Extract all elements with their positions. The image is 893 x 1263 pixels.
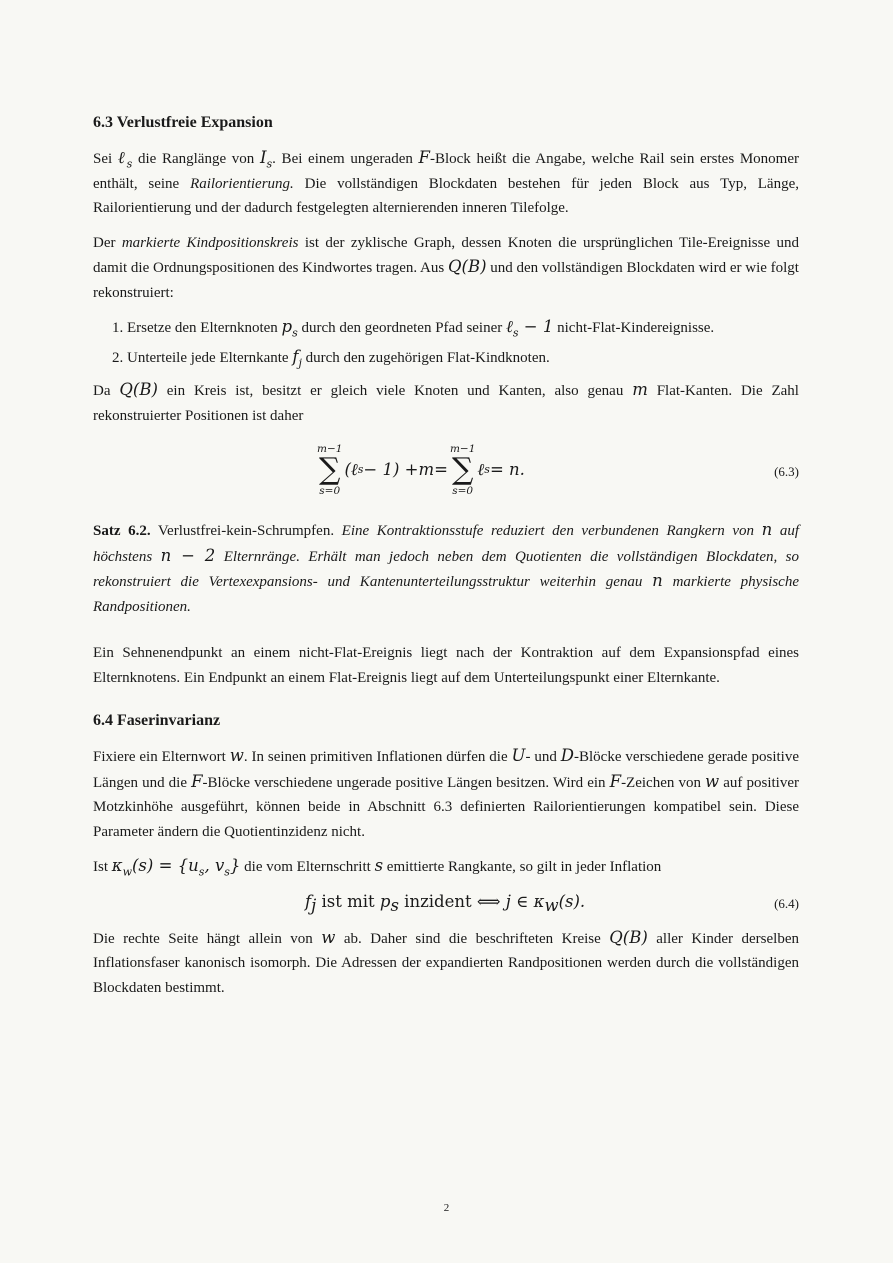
- math-symbol: f: [292, 346, 299, 366]
- math-ls: [117, 148, 133, 171]
- math-w: w: [705, 771, 720, 791]
- sum-lower-limit: s=0: [319, 485, 341, 497]
- math-term: =: [434, 459, 448, 479]
- math-term: (ℓ: [344, 459, 358, 479]
- term-kindpositionskreis: markierte Kindpositionskreis: [121, 234, 299, 251]
- text: Ersetze den Elternknoten: [127, 320, 282, 336]
- page-number: 2: [443, 1202, 450, 1214]
- equation-6-4: [93, 890, 799, 918]
- text: . In seinen primitiven Inflationen dürfen die: [243, 749, 512, 765]
- text: - und: [525, 749, 561, 765]
- math-QB: Q(B): [447, 257, 487, 276]
- text: -Block heißt die Angabe, welche Rail sein erstes Monomer enthält, seine: [93, 151, 799, 192]
- math-symbol: p: [281, 317, 293, 336]
- text: ist der zyklische Graph, dessen Knoten die ursprünglichen Tile-Ereignisse und damit die Ordnungspositionen des Kindwortes tragen. Aus: [93, 234, 799, 276]
- math-f: f: [305, 891, 312, 911]
- section-heading-6-3: 6.3 Verlustfreie Expansion: [93, 114, 273, 131]
- math-symbol: I: [259, 148, 267, 167]
- theorem-label: Satz 6.2.: [93, 523, 151, 539]
- text: . Bei einem ungeraden: [272, 151, 419, 167]
- math-ls-minus-1: [506, 317, 554, 340]
- equation-text: inzident ⟺: [398, 891, 506, 911]
- math-fj: [292, 346, 302, 369]
- math-symbol: (s) = {u: [132, 856, 199, 875]
- sigma-icon: ∑: [451, 452, 474, 487]
- equation-number: (6.3): [774, 464, 799, 479]
- subscript: s: [292, 326, 298, 340]
- sum-lower-limit: s=0: [452, 485, 474, 497]
- math-ps: [281, 317, 298, 340]
- math-term: m: [418, 459, 435, 479]
- list-item: [127, 345, 799, 371]
- paragraph-circle-count: [93, 378, 799, 428]
- paragraph-parent-word: [93, 744, 799, 844]
- theorem-text: Eine Kontraktionsstufe reduziert den verbundenen Rangkern von: [334, 523, 762, 539]
- math-m: m: [632, 380, 648, 399]
- equation-text: ist mit: [316, 891, 380, 911]
- paragraph-rail-orientation: [93, 146, 799, 221]
- sigma-icon: ∑: [319, 452, 341, 487]
- text: -Zeichen von: [621, 774, 706, 791]
- math-U: U: [511, 746, 526, 765]
- math-w: w: [229, 746, 244, 765]
- math-s: s: [374, 856, 384, 875]
- math-symbol: κ: [111, 856, 123, 875]
- text: -Blöcke verschiedene ungerade positive Längen besitzen. Wird ein: [202, 774, 610, 791]
- equation-body: m−1 ∑ s=0 (ℓ s − 1) + m = m−1 ∑ s=0 ℓ s = n.: [317, 443, 525, 497]
- subscript: j: [298, 355, 302, 369]
- theorem-text: Elternränge. Erhält man jedoch neben dem Quotienten die vollständigen Blockdaten, so rekonstruiert die Vertexexpansions- und Kantenunterteilungsstruktur weiterhin genau: [93, 548, 799, 590]
- text: Flat-Kanten. Die Zahl rekonstruierter Positionen ist daher: [93, 383, 799, 424]
- subscript: w: [544, 895, 559, 915]
- text: ein Kreis ist, besitzt er gleich viele Knoten und Kanten, also genau: [157, 383, 633, 399]
- math-D: D: [560, 746, 575, 765]
- text: durch den zugehörigen Flat-Kindknoten.: [301, 349, 550, 366]
- text: Fixiere ein Elternwort: [93, 749, 230, 765]
- math-F: F: [418, 148, 430, 167]
- equation-number: (6.4): [774, 895, 799, 911]
- equation-6-3: [93, 438, 799, 502]
- math-n-minus-2: n − 2: [160, 545, 216, 565]
- equation-body: [305, 890, 585, 916]
- paragraph-fiber-isomorphism: [93, 926, 799, 1001]
- math-Is: [259, 148, 273, 171]
- math-kappa-expr: [111, 856, 241, 879]
- math-p: p: [379, 891, 391, 911]
- math-F: F: [191, 771, 203, 791]
- subscript: j: [311, 895, 317, 915]
- math-term: ℓ: [477, 459, 485, 479]
- text: Ist: [93, 859, 112, 875]
- math-term: (s).: [558, 891, 586, 911]
- subscript: s: [126, 157, 133, 171]
- text: -Blöcke verschiedene gerade positive Längen und die: [93, 749, 799, 791]
- math-QB: Q(B): [609, 927, 648, 947]
- section-heading-6-4: 6.4 Faserinvarianz: [93, 712, 221, 729]
- text: Da: [93, 383, 120, 399]
- math-symbol: }: [229, 856, 241, 875]
- math-QB: Q(B): [119, 380, 158, 399]
- term-railorientierung: Railorientierung.: [190, 175, 294, 192]
- subscript: s: [266, 157, 273, 171]
- text: Unterteile jede Elternkante: [127, 349, 293, 366]
- text: Sei: [93, 151, 118, 167]
- theorem-text: markierte physische Randpositionen.: [93, 574, 799, 615]
- paragraph-kindpositionskreis: [93, 231, 799, 306]
- sum-upper-limit: m−1: [449, 443, 476, 455]
- subscript: s: [390, 895, 399, 915]
- math-F: F: [609, 771, 622, 791]
- sum-upper-limit: m−1: [317, 443, 343, 455]
- text: auf positiver Motzkinhöhe ausgeführt, können beide in Abschnitt 6.3 definierten Railorientierungen kompatibel sein. Diese Parameter ändern die Quotientinzidenz nicht.: [93, 774, 799, 840]
- subscript: s: [198, 865, 205, 879]
- page-content: [93, 112, 799, 1010]
- math-term: − 1) +: [363, 459, 419, 479]
- sum-operator: [450, 443, 475, 497]
- text: Der: [93, 234, 122, 251]
- subscript: w: [122, 865, 132, 879]
- math-term: = n.: [489, 459, 525, 479]
- theorem-6-2: [93, 518, 799, 619]
- text: Die vollständigen Blockdaten bestehen für jeden Block aus Typ, Länge, Railorientierung und der dadurch festgelegten alternierenden inneren Tilefolge.: [93, 175, 799, 216]
- reconstruction-steps-list: [93, 315, 799, 370]
- text: aller Kinder derselben Inflationsfaser kanonisch isomorph. Die Adressen der expandierten Randpositionen werden durch die vollständigen Blockdaten bestimmt.: [93, 930, 799, 996]
- text: und den vollständigen Blockdaten wird er wie folgt rekonstruiert:: [93, 260, 799, 301]
- math-w: w: [321, 927, 336, 947]
- theorem-name: Verlustfrei-kein-Schrumpfen.: [150, 523, 335, 539]
- text: die Ranglänge von: [132, 151, 260, 167]
- text: durch den geordneten Pfad seiner: [297, 320, 507, 336]
- text: nicht-Flat-Kindereignisse.: [553, 320, 715, 336]
- subscript: s: [224, 865, 230, 879]
- paragraph-rank-edge: [93, 854, 799, 880]
- math-n: n: [652, 571, 663, 590]
- text: emittierte Rangkante, so gilt in jeder Inflation: [383, 859, 662, 875]
- math-symbol: − 1: [518, 317, 554, 336]
- math-symbol: ℓ: [117, 148, 127, 167]
- math-j-in-kappa: j ∈ κ: [505, 891, 545, 911]
- text: Die rechte Seite hängt allein von: [93, 930, 322, 947]
- text: die vom Elternschritt: [240, 859, 375, 875]
- theorem-text: auf höchstens: [93, 523, 799, 565]
- subscript: s: [512, 326, 519, 340]
- math-symbol: , v: [204, 856, 225, 875]
- math-n: n: [761, 520, 773, 539]
- sum-operator: [317, 443, 342, 497]
- paragraph-chord-endpoints: Ein Sehnenendpunkt an einem nicht-Flat-Ereignis liegt nach der Kontraktion auf dem Expansionspfad eines Elternknotens. Ein Endpunkt an einem Flat-Ereignis liegt auf dem Unterteilungspunkt einer Elternkante.: [93, 645, 799, 686]
- math-symbol: ℓ: [506, 317, 513, 336]
- text: ab. Daher sind die beschrifteten Kreise: [335, 930, 610, 947]
- list-item: [127, 315, 799, 341]
